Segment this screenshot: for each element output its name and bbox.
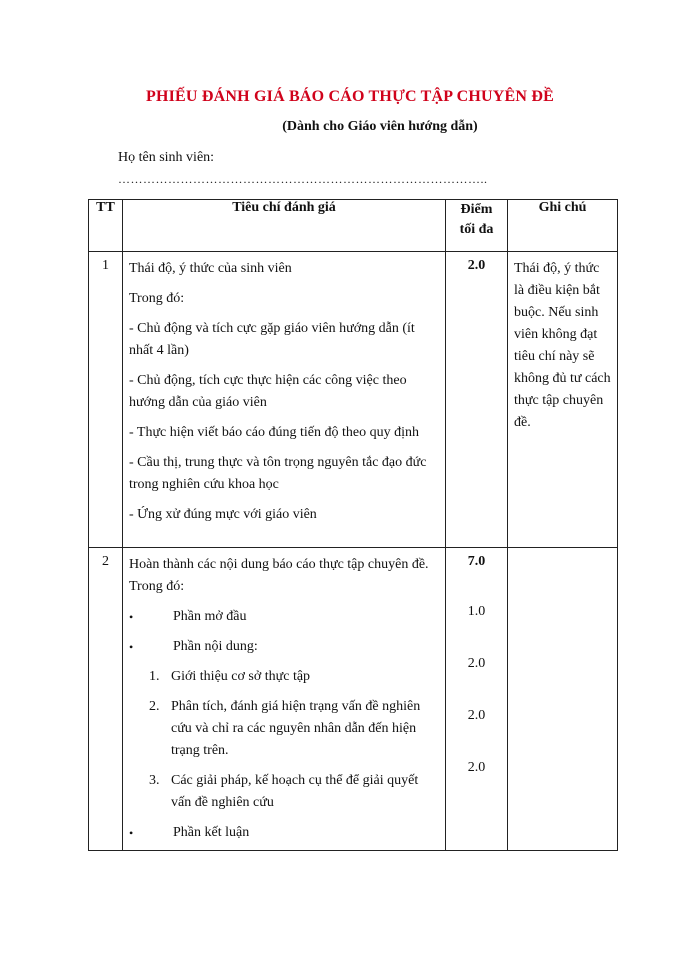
score-sub3: 2.0 bbox=[467, 760, 486, 775]
row2-tt: 2 bbox=[89, 548, 123, 851]
list-item bbox=[129, 822, 439, 844]
header-note: Ghi chú bbox=[508, 200, 618, 252]
header-criteria: Tiêu chí đánh giá bbox=[123, 200, 446, 252]
row2-note bbox=[508, 548, 618, 851]
list-item bbox=[129, 606, 439, 628]
sub-item-text: Phân tích, đánh giá hiện trạng vấn đề nghiên cứu và chỉ ra các nguyên nhân dẫn đến hiện trạng trên. bbox=[171, 699, 421, 758]
sub-item-number: 1. bbox=[149, 669, 160, 684]
bullet-icon: • bbox=[129, 640, 134, 654]
evaluation-table bbox=[88, 199, 618, 851]
row1-title: Thái độ, ý thức của sinh viên bbox=[129, 261, 292, 276]
row1-item: - Ứng xử đúng mực với giáo viên bbox=[129, 507, 317, 522]
header-max-line2: tối đa bbox=[459, 222, 494, 237]
row1-note: Thái độ, ý thức là điều kiện bắt buộc. Nếu sinh viên không đạt tiêu chí này sẽ không đủ tư cách thực tập chuyên đề. bbox=[508, 252, 618, 548]
sub-item-text: Các giải pháp, kế hoạch cụ thể để giải quyết vấn đề nghiên cứu bbox=[171, 773, 419, 810]
row2-title: Hoàn thành các nội dung báo cáo thực tập chuyên đề. Trong đó: bbox=[129, 557, 429, 594]
student-name-label: Họ tên sinh viên: bbox=[118, 150, 215, 165]
score-intro: 1.0 bbox=[467, 604, 486, 619]
bullet-icon: • bbox=[129, 826, 134, 840]
score-sub1: 2.0 bbox=[467, 656, 486, 671]
row1-tt: 1 bbox=[89, 252, 123, 548]
header-tt: TT bbox=[89, 200, 123, 252]
header-max-score bbox=[446, 200, 508, 252]
list-item bbox=[129, 636, 439, 658]
list-item bbox=[129, 696, 439, 762]
row1-max-score: 2.0 bbox=[446, 252, 508, 548]
row1-intro: Trong đó: bbox=[129, 291, 185, 306]
page-subtitle: (Dành cho Giáo viên hướng dẫn) bbox=[282, 119, 478, 134]
page-title: PHIẾU ĐÁNH GIÁ BÁO CÁO THỰC TẬP CHUYÊN ĐỀ bbox=[146, 88, 554, 105]
bullet-text: Phần mở đầu bbox=[173, 609, 247, 624]
bullet-icon: • bbox=[129, 610, 134, 624]
table-row bbox=[89, 548, 618, 851]
row1-item: - Thực hiện viết báo cáo đúng tiến độ theo quy định bbox=[129, 425, 419, 440]
row1-item: - Chủ động, tích cực thực hiện các công việc theo hướng dẫn của giáo viên bbox=[129, 373, 407, 410]
row2-total-score: 7.0 bbox=[467, 554, 486, 569]
sub-item-number: 3. bbox=[149, 773, 160, 788]
header-max-line1: Điểm bbox=[460, 202, 493, 217]
list-item bbox=[129, 666, 439, 688]
table-header-row bbox=[89, 200, 618, 252]
list-item bbox=[129, 770, 439, 814]
row2-criteria bbox=[123, 548, 446, 851]
row1-item: - Cầu thị, trung thực và tôn trọng nguyên tắc đạo đức trong nghiên cứu khoa học bbox=[129, 455, 427, 492]
row1-item: - Chủ động và tích cực gặp giáo viên hướng dẫn (ít nhất 4 lần) bbox=[129, 321, 415, 358]
row2-max-score bbox=[446, 548, 508, 851]
sub-item-text: Giới thiệu cơ sở thực tập bbox=[171, 669, 311, 684]
table-row bbox=[89, 252, 618, 548]
row1-criteria bbox=[123, 252, 446, 548]
student-name-line: …………………………………………………………………………….. bbox=[118, 172, 488, 186]
bullet-text: Phần nội dung: bbox=[173, 639, 258, 654]
score-sub2: 2.0 bbox=[467, 708, 486, 723]
bullet-text: Phần kết luận bbox=[173, 825, 250, 840]
sub-item-number: 2. bbox=[149, 699, 160, 714]
